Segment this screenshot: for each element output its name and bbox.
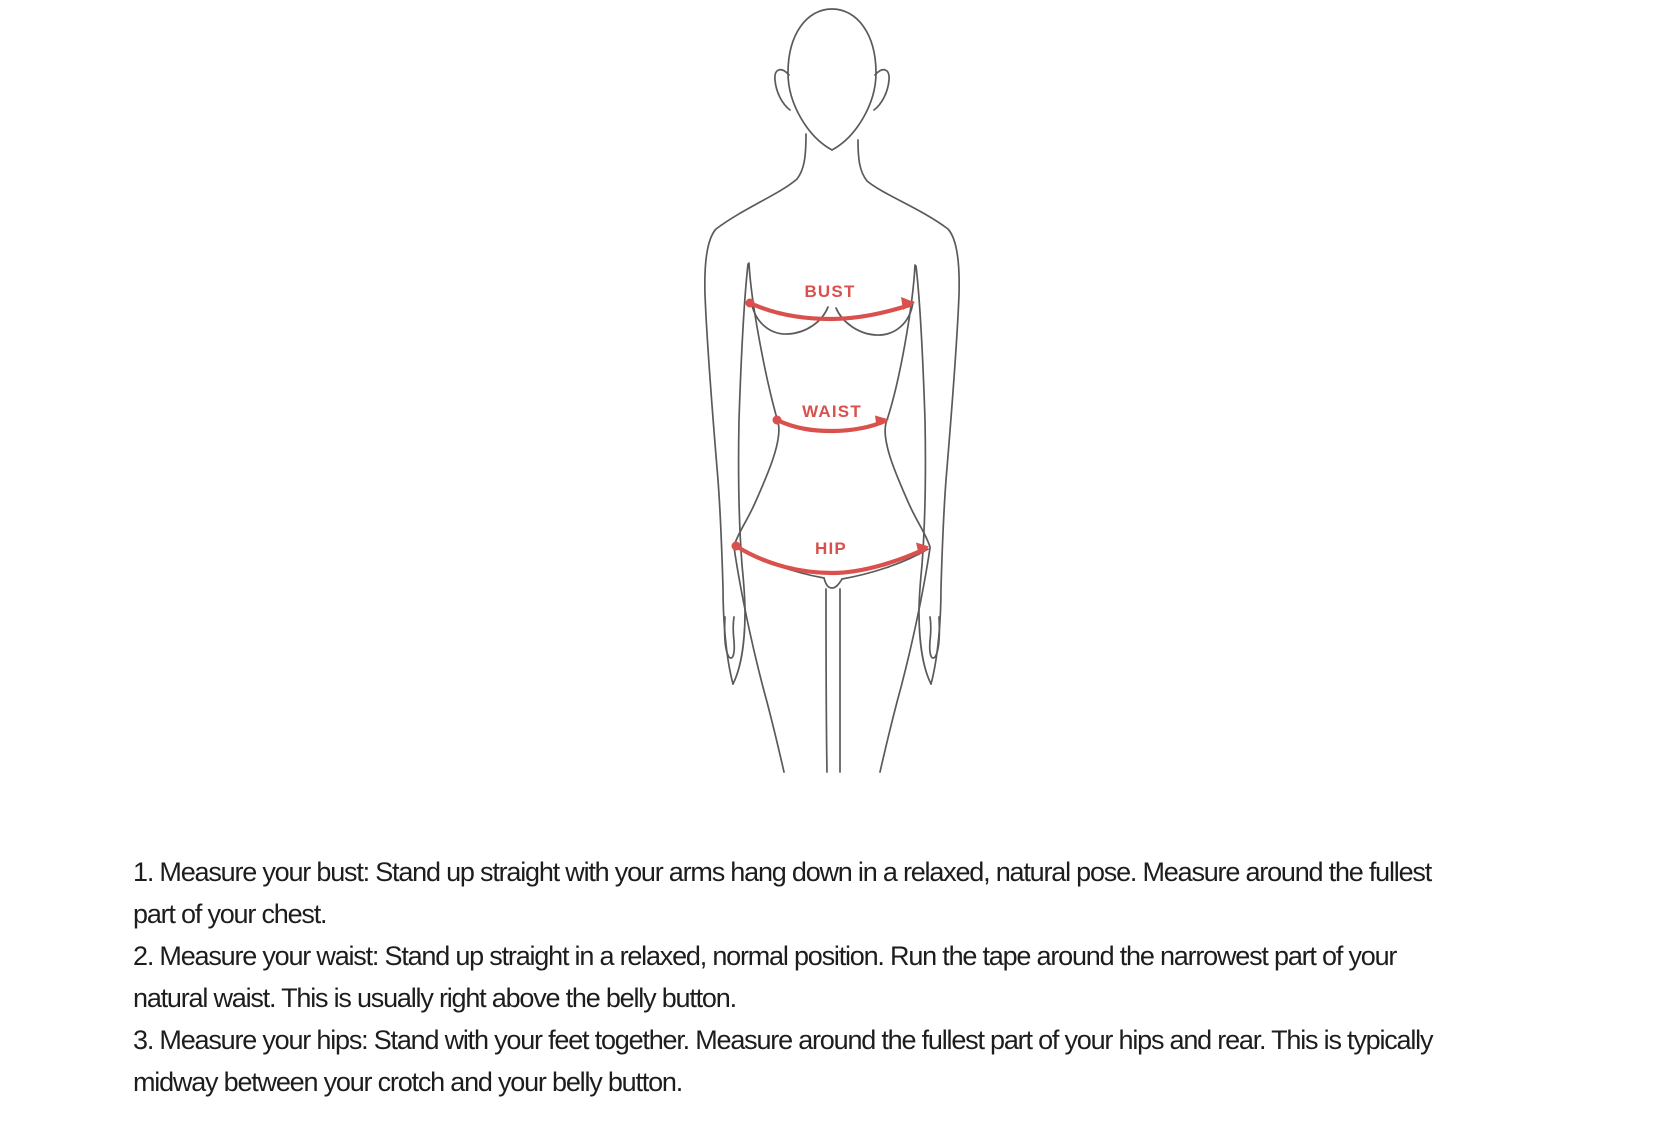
hip-arrow-start-dot — [732, 542, 741, 551]
instruction-item-hips — [133, 1019, 1432, 1103]
instruction-line: 3. Measure your hips: Stand with your feet together. Measure around the fullest part of your hips and rear. This is typically — [133, 1025, 1433, 1055]
hip-measurement — [732, 539, 930, 573]
waist-arrow — [777, 420, 885, 431]
body-figure-svg — [620, 0, 1040, 790]
instruction-line: part of your chest. — [133, 899, 327, 929]
measuring-instructions — [133, 851, 1432, 1103]
figure-outline — [705, 9, 959, 772]
bust-arrow — [750, 303, 910, 319]
waist-label: WAIST — [802, 402, 862, 421]
instruction-line: 1. Measure your bust: Stand up straight with your arms hang down in a relaxed, natural pose. Measure around the fullest — [133, 857, 1432, 887]
head-outline — [788, 9, 876, 150]
left-thumb-outline — [725, 617, 735, 658]
hip-label: HIP — [815, 539, 847, 558]
bust-label: BUST — [804, 282, 856, 301]
instruction-item-waist — [133, 935, 1432, 1019]
instruction-item-bust — [133, 851, 1432, 935]
bust-arrow-start-dot — [746, 299, 755, 308]
left-inner-leg-outline — [826, 589, 827, 772]
left-inner-arm-outline — [733, 264, 748, 684]
instruction-line: midway between your crotch and your belly button. — [133, 1067, 683, 1097]
right-inner-arm-outline — [916, 266, 931, 684]
waist-arrow-start-dot — [773, 416, 782, 425]
waist-measurement — [773, 402, 890, 431]
instruction-line: natural waist. This is usually right above the belly button. — [133, 983, 736, 1013]
left-neck-shoulder-arm-outline — [705, 134, 806, 684]
right-neck-shoulder-arm-outline — [858, 140, 959, 684]
body-measurement-diagram — [620, 0, 1040, 790]
right-thumb-outline — [930, 617, 940, 658]
crotch-outline — [824, 578, 842, 588]
bust-measurement — [746, 282, 916, 319]
bust-arrowhead — [901, 297, 915, 310]
instruction-line: 2. Measure your waist: Stand up straight in a relaxed, normal position. Run the tape around the narrowest part of your — [133, 941, 1397, 971]
